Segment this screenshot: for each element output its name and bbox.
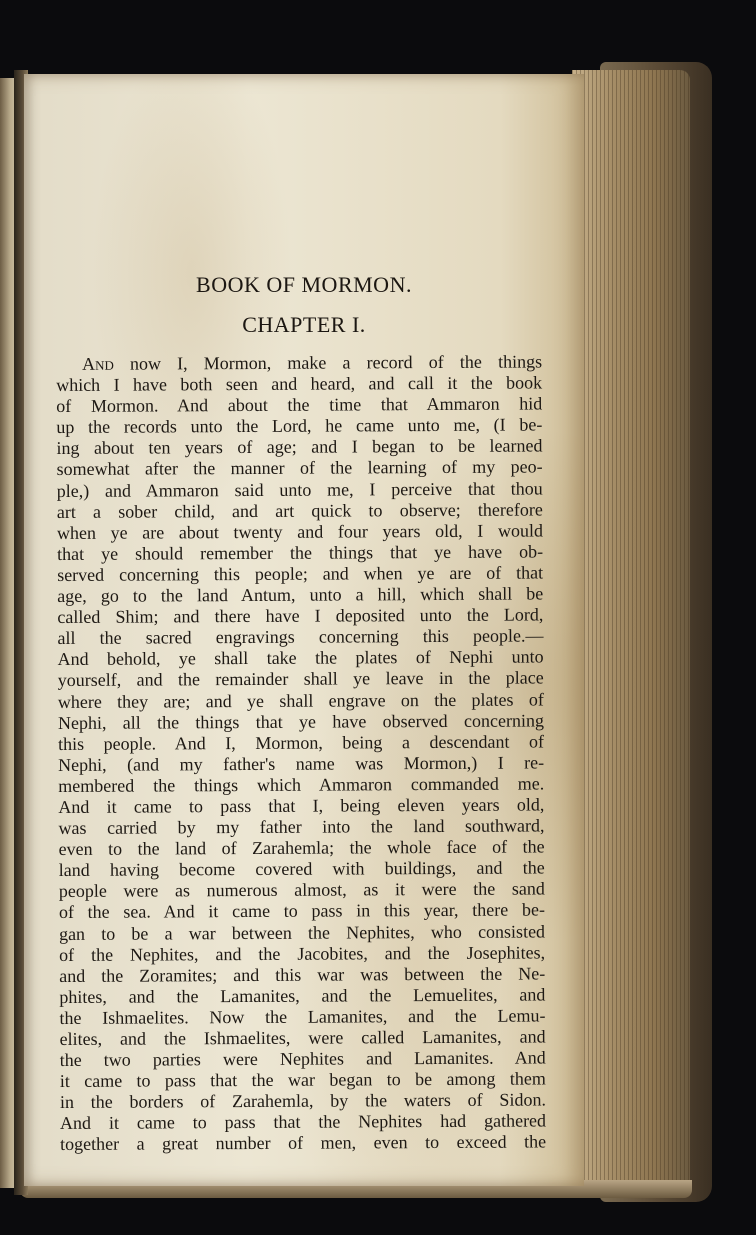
book-page <box>24 74 584 1186</box>
text-line: membered the things which Ammaron commanded me. <box>58 773 545 796</box>
text-line: called Shim; and there have I deposited unto the Lord, <box>57 604 544 628</box>
text-line: of the sea. And it came to pass in this year, there be- <box>58 899 545 923</box>
text-line: land having become covered with buildings, and the <box>58 857 545 881</box>
text-line: And behold, ye shall take the plates of Nephi unto <box>57 646 544 670</box>
text-line: somewhat after the manner of the learning of my peo- <box>56 456 543 480</box>
text-line: where they are; and ye shall engrave on the plates of <box>57 688 544 712</box>
text-line: yourself, and the remainder shall ye leave in the place <box>57 667 544 691</box>
text-line: Nephi, (and my father's name was Mormon,) I re- <box>58 752 545 775</box>
text-line: elites, and the Ishmaelites, were called Lamanites, and <box>59 1026 546 1049</box>
text-line: which I have both seen and heard, and call it the book <box>56 372 543 396</box>
text-line: up the records unto the Lord, he came unto me, (I be- <box>56 414 543 438</box>
page-fore-edge <box>572 70 690 1196</box>
text-line: the Ishmaelites. Now the Lamanites, and the Lemu- <box>59 1005 546 1028</box>
book-title: BOOK OF MORMON. <box>196 272 412 297</box>
text-line: ple,) and Ammaron said unto me, I perceive that thou <box>56 478 543 501</box>
text-line: in the borders of Zarahemla, by the waters of Sidon. <box>59 1089 546 1113</box>
text-line: together a great number of men, even to exceed the <box>60 1131 547 1155</box>
text-line: it came to pass that the war began to be among them <box>59 1068 546 1092</box>
text-line: when ye are about twenty and four years old, I would <box>56 520 543 543</box>
text-line: all the sacred engravings concerning this people.— <box>57 625 544 649</box>
chapter-text <box>56 351 546 1155</box>
text-line: ing about ten years of age; and I began to be learned <box>56 435 543 459</box>
text-line: gan to be a war between the Nephites, who consisted <box>58 920 546 944</box>
text-line: people were as numerous almost, as it were the sand <box>58 878 545 902</box>
text-line: Nephi, all the things that ye have observed concerning <box>57 710 544 733</box>
text-line: even to the land of Zarahemla; the whole face of the <box>58 836 545 860</box>
text-line: that ye should remember the things that ye have ob- <box>56 541 544 564</box>
text-line: phites, and the Lamanites, and the Lemuelites, and <box>59 984 546 1007</box>
text-line: was carried by my father into the land southward, <box>58 815 545 839</box>
text-line: of the Nephites, and the Jacobites, and the Josephites, <box>59 942 546 965</box>
text-line: art a sober child, and art quick to observe; therefore <box>56 499 543 522</box>
text-line: And now I, Mormon, make a record of the things <box>81 351 543 374</box>
text-line: and the Zoramites; and this war was between the Ne- <box>59 963 546 986</box>
text-line: the two parties were Nephites and Lamanites. And <box>59 1047 546 1071</box>
text-line: And it came to pass that the Nephites had gathered <box>59 1110 547 1134</box>
text-line: age, go to the land Antum, unto a hill, which shall be <box>57 583 544 607</box>
text-line: this people. And I, Mormon, being a descendant of <box>57 731 545 754</box>
text-line: And it came to pass that I, being eleven years old, <box>58 794 545 817</box>
text-line: served concerning this people; and when ye are of that <box>57 562 544 585</box>
text-line: of Mormon. And about the time that Ammaron hid <box>56 393 543 417</box>
chapter-heading: CHAPTER I. <box>242 312 366 337</box>
